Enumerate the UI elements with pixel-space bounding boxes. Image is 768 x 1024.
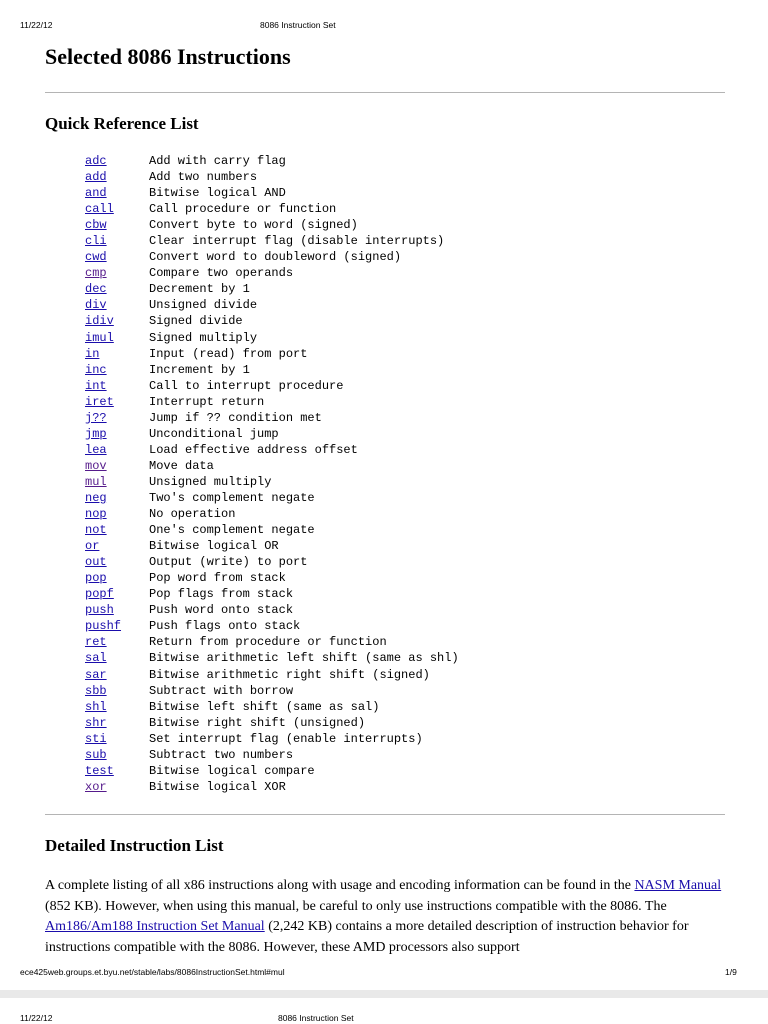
- instruction-description: Bitwise arithmetic right shift (signed): [149, 667, 430, 682]
- instruction-description: Bitwise right shift (unsigned): [149, 715, 366, 730]
- instruction-link[interactable]: ret: [85, 635, 107, 650]
- instruction-description: Subtract with borrow: [149, 683, 294, 698]
- quick-reference-list: [85, 153, 459, 795]
- instruction-description: Pop flags from stack: [149, 587, 294, 602]
- instruction-description: Add two numbers: [149, 170, 258, 185]
- instruction-link[interactable]: neg: [85, 490, 107, 505]
- instruction-description: No operation: [149, 507, 236, 522]
- instruction-link[interactable]: push: [85, 603, 114, 618]
- instruction-link[interactable]: shr: [85, 715, 107, 730]
- instruction-link[interactable]: cmp: [85, 266, 107, 281]
- print-header-title: 8086 Instruction Set: [260, 20, 336, 30]
- instruction-item-sar: [85, 667, 459, 683]
- instruction-link[interactable]: div: [85, 298, 107, 313]
- instruction-item-jqq: [85, 410, 459, 426]
- instruction-link[interactable]: mul: [85, 474, 107, 489]
- instruction-link[interactable]: sti: [85, 731, 107, 746]
- instruction-description: Unconditional jump: [149, 426, 279, 441]
- next-page-header-date: 11/22/12: [20, 1013, 53, 1023]
- instruction-item-sub: [85, 747, 459, 763]
- instruction-item-cmp: [85, 265, 459, 281]
- next-page-header-title: 8086 Instruction Set: [278, 1013, 354, 1023]
- print-header-date: 11/22/12: [20, 20, 53, 30]
- instruction-description: Convert byte to word (signed): [149, 218, 358, 233]
- instruction-description: Bitwise arithmetic left shift (same as shl): [149, 651, 459, 666]
- instruction-description: Two's complement negate: [149, 490, 315, 505]
- instruction-item-imul: [85, 330, 459, 346]
- instruction-item-shr: [85, 715, 459, 731]
- instruction-description: Push flags onto stack: [149, 619, 301, 634]
- instruction-item-ret: [85, 634, 459, 650]
- instruction-description: Bitwise logical XOR: [149, 779, 286, 794]
- instruction-link[interactable]: shl: [85, 699, 107, 714]
- instruction-link[interactable]: add: [85, 170, 107, 185]
- instruction-link[interactable]: sar: [85, 667, 107, 682]
- instruction-link[interactable]: sub: [85, 747, 107, 762]
- nasm-manual-link[interactable]: NASM Manual: [634, 878, 722, 893]
- instruction-link[interactable]: or: [85, 539, 100, 554]
- instruction-description: Convert word to doubleword (signed): [149, 250, 402, 265]
- instruction-link[interactable]: popf: [85, 587, 114, 602]
- instruction-description: Compare two operands: [149, 266, 294, 281]
- instruction-description: Unsigned multiply: [149, 474, 272, 489]
- instruction-item-inc: [85, 362, 459, 378]
- paragraph-text: (2,242 KB) contains a more detailed description of instruction behavior for instructions compatible with the 8086. However, these AMD processors also support: [45, 919, 689, 955]
- instruction-description: Bitwise logical OR: [149, 539, 279, 554]
- instruction-description: Bitwise logical AND: [149, 186, 286, 201]
- instruction-description: Signed divide: [149, 314, 243, 329]
- instruction-item-pushf: [85, 618, 459, 634]
- instruction-description: Output (write) to port: [149, 555, 308, 570]
- instruction-link[interactable]: dec: [85, 282, 107, 297]
- instruction-link[interactable]: xor: [85, 779, 107, 794]
- instruction-item-neg: [85, 490, 459, 506]
- print-footer-url: ece425web.groups.et.byu.net/stable/labs/8086InstructionSet.html#mul: [20, 967, 285, 977]
- instruction-item-idiv: [85, 313, 459, 329]
- instruction-description: Jump if ?? condition met: [149, 410, 322, 425]
- instruction-item-cbw: [85, 217, 459, 233]
- divider: [45, 92, 725, 93]
- instruction-link[interactable]: pop: [85, 571, 107, 586]
- instruction-description: Call to interrupt procedure: [149, 378, 344, 393]
- instruction-item-jmp: [85, 426, 459, 442]
- instruction-description: Signed multiply: [149, 330, 258, 345]
- instruction-item-cwd: [85, 249, 459, 265]
- instruction-item-add: [85, 169, 459, 185]
- instruction-item-cli: [85, 233, 459, 249]
- instruction-item-nop: [85, 506, 459, 522]
- instruction-description: Load effective address offset: [149, 442, 358, 457]
- instruction-item-int: [85, 378, 459, 394]
- instruction-item-dec: [85, 281, 459, 297]
- instruction-description: One's complement negate: [149, 523, 315, 538]
- am186-manual-link[interactable]: Am186/Am188 Instruction Set Manual: [45, 919, 265, 934]
- instruction-link[interactable]: mov: [85, 458, 107, 473]
- instruction-link[interactable]: call: [85, 202, 114, 217]
- paragraph-text: (852 KB). However, when using this manual, be careful to only use instructions compatible with the 8086. The: [45, 898, 667, 914]
- instruction-item-pop: [85, 570, 459, 586]
- instruction-link[interactable]: pushf: [85, 619, 122, 634]
- instruction-item-sbb: [85, 683, 459, 699]
- instruction-item-out: [85, 554, 459, 570]
- instruction-item-call: [85, 201, 459, 217]
- instruction-item-or: [85, 538, 459, 554]
- instruction-item-adc: [85, 153, 459, 169]
- instruction-item-iret: [85, 394, 459, 410]
- instruction-link[interactable]: in: [85, 346, 100, 361]
- instruction-item-test: [85, 763, 459, 779]
- instruction-description: Add with carry flag: [149, 154, 286, 168]
- instruction-link[interactable]: test: [85, 763, 114, 778]
- instruction-description: Pop word from stack: [149, 571, 286, 586]
- page-title: Selected 8086 Instructions: [45, 44, 291, 69]
- instruction-description: Interrupt return: [149, 394, 265, 409]
- instruction-description: Clear interrupt flag (disable interrupts): [149, 234, 445, 249]
- instruction-description: Push word onto stack: [149, 603, 294, 618]
- page-separator: [0, 990, 768, 998]
- instruction-link[interactable]: j??: [85, 410, 107, 425]
- instruction-link[interactable]: sal: [85, 651, 107, 666]
- instruction-description: Set interrupt flag (enable interrupts): [149, 731, 423, 746]
- instruction-item-sal: [85, 650, 459, 666]
- instruction-link[interactable]: jmp: [85, 426, 107, 441]
- quick-reference-heading: Quick Reference List: [45, 114, 199, 133]
- detailed-instruction-heading: Detailed Instruction List: [45, 836, 224, 855]
- instruction-description: Input (read) from port: [149, 346, 308, 361]
- instruction-item-not: [85, 522, 459, 538]
- instruction-description: Decrement by 1: [149, 282, 250, 297]
- print-footer-page-number: 1/9: [725, 967, 737, 977]
- instruction-link[interactable]: imul: [85, 330, 114, 345]
- instruction-link[interactable]: out: [85, 555, 107, 570]
- instruction-description: Unsigned divide: [149, 298, 258, 313]
- instruction-item-and: [85, 185, 459, 201]
- instruction-item-popf: [85, 586, 459, 602]
- instruction-description: Bitwise left shift (same as sal): [149, 699, 380, 714]
- instruction-link[interactable]: lea: [85, 442, 107, 457]
- instruction-description: Subtract two numbers: [149, 747, 294, 762]
- instruction-description: Call procedure or function: [149, 202, 337, 217]
- instruction-link[interactable]: adc: [85, 154, 107, 168]
- paragraph-text: A complete listing of all x86 instructions along with usage and encoding information can be found in the: [45, 878, 635, 893]
- instruction-link[interactable]: and: [85, 186, 107, 201]
- instruction-item-mul: [85, 474, 459, 490]
- instruction-link[interactable]: int: [85, 378, 107, 393]
- instruction-link[interactable]: iret: [85, 394, 114, 409]
- instruction-link[interactable]: idiv: [85, 314, 114, 329]
- instruction-link[interactable]: cli: [85, 234, 107, 249]
- instruction-item-shl: [85, 699, 459, 715]
- instruction-description: Return from procedure or function: [149, 635, 387, 650]
- instruction-item-xor: [85, 779, 459, 795]
- instruction-description: Bitwise logical compare: [149, 763, 315, 778]
- instruction-link[interactable]: sbb: [85, 683, 107, 698]
- instruction-description: Move data: [149, 458, 214, 473]
- instruction-link[interactable]: cwd: [85, 250, 107, 265]
- divider: [45, 814, 725, 815]
- instruction-item-sti: [85, 731, 459, 747]
- instruction-item-div: [85, 297, 459, 313]
- instruction-description: Increment by 1: [149, 362, 250, 377]
- instruction-link[interactable]: not: [85, 523, 107, 538]
- detailed-paragraph: [45, 876, 725, 958]
- instruction-item-mov: [85, 458, 459, 474]
- instruction-link[interactable]: cbw: [85, 218, 107, 233]
- instruction-link[interactable]: nop: [85, 507, 107, 522]
- instruction-item-push: [85, 602, 459, 618]
- instruction-link[interactable]: inc: [85, 362, 107, 377]
- instruction-item-in: [85, 346, 459, 362]
- instruction-item-lea: [85, 442, 459, 458]
